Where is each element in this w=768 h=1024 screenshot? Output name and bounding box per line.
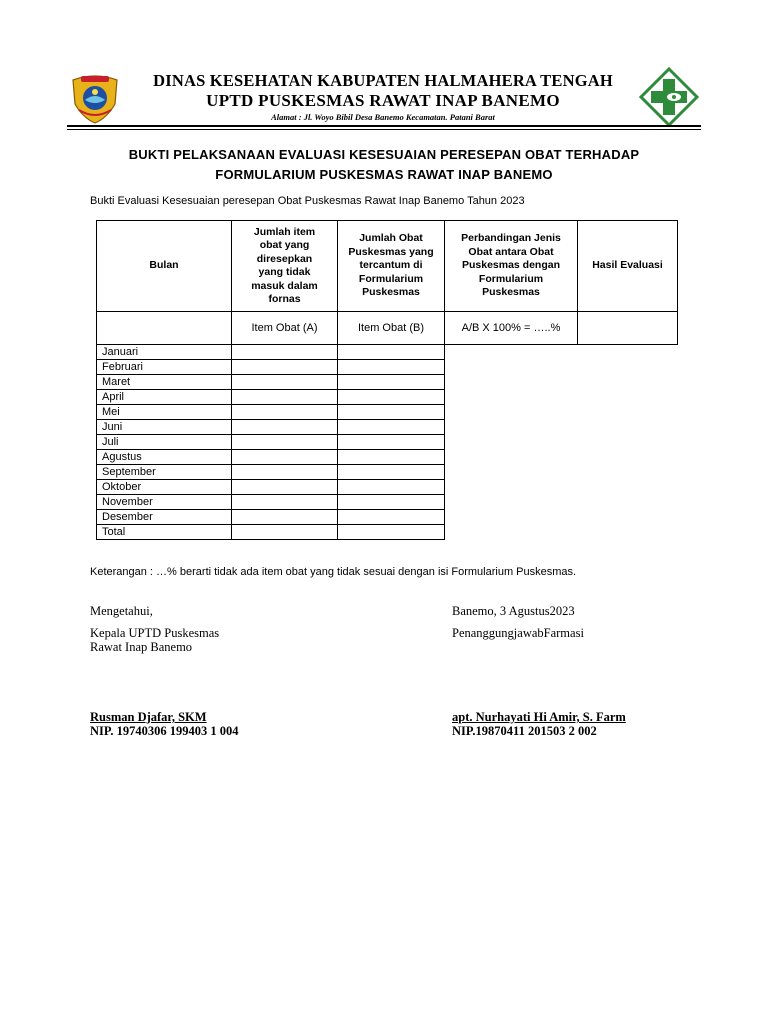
sign-left-name: Rusman Djafar, SKM	[90, 710, 207, 724]
month-name: Februari	[97, 360, 232, 375]
table-row	[97, 360, 678, 375]
total-row	[97, 525, 678, 540]
header-divider	[67, 125, 701, 127]
item-b-cell	[338, 375, 445, 390]
sign-left-label: Mengetahui,	[90, 604, 153, 618]
month-name: Maret	[97, 375, 232, 390]
month-name: Januari	[97, 345, 232, 360]
item-a-cell	[232, 465, 338, 480]
item-b-cell	[338, 450, 445, 465]
item-a-cell	[232, 405, 338, 420]
table-row	[97, 435, 678, 450]
intro-text: Bukti Evaluasi Kesesuaian peresepan Obat Puskesmas Rawat Inap Banemo Tahun 2023	[90, 195, 525, 207]
header-col-c	[445, 221, 578, 312]
header-divider-thin	[67, 129, 701, 130]
item-b-cell	[338, 390, 445, 405]
item-b-cell	[338, 360, 445, 375]
sub-item-b: Item Obat (B)	[338, 312, 445, 345]
table-row	[97, 375, 678, 390]
sign-left-nip: NIP. 19740306 199403 1 004	[90, 724, 239, 738]
table-row	[97, 405, 678, 420]
item-b-cell	[338, 495, 445, 510]
table-row	[97, 390, 678, 405]
table-row	[97, 465, 678, 480]
item-a-cell	[232, 390, 338, 405]
month-name: Juli	[97, 435, 232, 450]
total-b-cell	[338, 525, 445, 540]
total-a-cell	[232, 525, 338, 540]
facility-name: UPTD PUSKESMAS RAWAT INAP BANEMO	[206, 91, 560, 110]
sign-right-date: Banemo, 3 Agustus2023	[452, 604, 575, 618]
item-a-cell	[232, 435, 338, 450]
puskesmas-cross-icon	[638, 66, 700, 128]
item-a-cell	[232, 480, 338, 495]
item-a-cell	[232, 510, 338, 525]
item-b-cell	[338, 480, 445, 495]
month-name: Juni	[97, 420, 232, 435]
item-b-cell	[338, 435, 445, 450]
document-title-line1: BUKTI PELAKSANAAN EVALUASI KESESUAIAN PERESEPAN OBAT TERHADAP	[128, 147, 640, 162]
header-col-c-text: Perbandingan Jenis Obat antara Obat Puskesmas dengan Formularium Puskesmas	[461, 232, 561, 299]
item-a-cell	[232, 450, 338, 465]
header-col-b	[338, 221, 445, 312]
sign-left-role-1: Kepala UPTD Puskesmas	[90, 626, 220, 640]
month-name: Mei	[97, 405, 232, 420]
regency-emblem-icon	[67, 70, 123, 126]
header-col-b-text: Jumlah Obat Puskesmas yang tercantum di Formularium Puskesmas	[348, 232, 434, 299]
document-title-line2: FORMULARIUM PUSKESMAS RAWAT INAP BANEMO	[215, 167, 553, 182]
header-col-d: Hasil Evaluasi	[578, 221, 678, 312]
table-row	[97, 450, 678, 465]
formula-cell: A/B X 100% = …..%	[445, 312, 578, 345]
item-a-cell	[232, 495, 338, 510]
sign-right-name: apt. Nurhayati Hi Amir, S. Farm	[452, 710, 626, 724]
sign-right-nip: NIP.19870411 201503 2 002	[452, 724, 597, 738]
total-label: Total	[97, 525, 232, 540]
note-text: Keterangan : …% berarti tidak ada item obat yang tidak sesuai dengan isi Formularium Puskesmas.	[90, 566, 577, 578]
table-row	[97, 480, 678, 495]
header-col-a	[232, 221, 338, 312]
table-row	[97, 510, 678, 525]
address-line: Alamat : Jl. Woyo Bibil Desa Banemo Kecamatan. Patani Barat	[271, 112, 495, 122]
result-cell	[578, 312, 678, 345]
sign-left-role-2: Rawat Inap Banemo	[90, 640, 193, 654]
sub-item-a: Item Obat (A)	[232, 312, 338, 345]
item-b-cell	[338, 510, 445, 525]
sub-bulan-cell	[97, 312, 232, 345]
month-name: September	[97, 465, 232, 480]
month-name: November	[97, 495, 232, 510]
table-row	[97, 495, 678, 510]
month-name: Agustus	[97, 450, 232, 465]
item-a-cell	[232, 420, 338, 435]
month-name: Oktober	[97, 480, 232, 495]
item-b-cell	[338, 345, 445, 360]
item-a-cell	[232, 345, 338, 360]
evaluation-table	[96, 220, 678, 540]
month-name: Desember	[97, 510, 232, 525]
item-b-cell	[338, 420, 445, 435]
table-row	[97, 420, 678, 435]
sign-right-role: PenanggungjawabFarmasi	[452, 626, 584, 640]
item-a-cell	[232, 360, 338, 375]
item-b-cell	[338, 465, 445, 480]
agency-name: DINAS KESEHATAN KABUPATEN HALMAHERA TENGAH	[153, 71, 613, 90]
month-name: April	[97, 390, 232, 405]
item-b-cell	[338, 405, 445, 420]
header-bulan: Bulan	[97, 221, 232, 312]
table-row	[97, 345, 678, 360]
header-col-a-text: Jumlah item obat yang diresepkan yang tidak masuk dalam fornas	[251, 225, 318, 305]
item-a-cell	[232, 375, 338, 390]
